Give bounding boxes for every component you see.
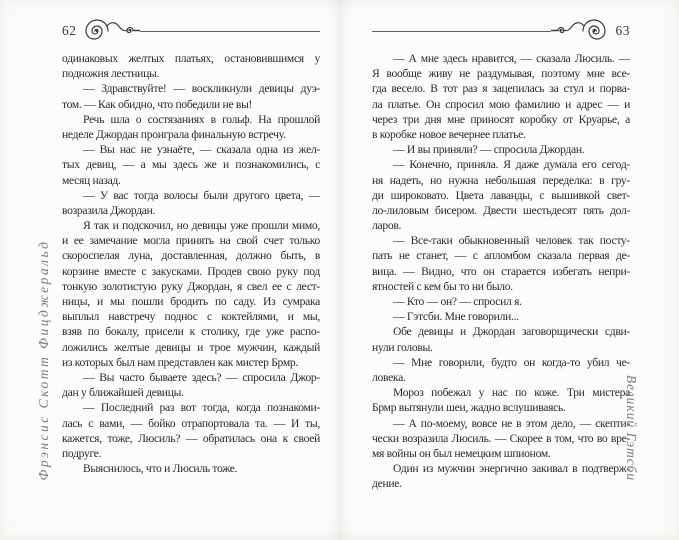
text-line: месяц назад. [62, 173, 121, 187]
text-line: — Конечно, приняла. Я даже думала его сегод- [393, 158, 630, 172]
text-line: подруге. [62, 446, 102, 460]
header-rule [372, 31, 551, 32]
text-line: и ее замечание могла принять на свой счет только [62, 234, 320, 248]
text-line: в коробке новое вечернее платье. [372, 127, 526, 141]
text-line: Я вообще живу не раздумывая, поэтому мне все- [372, 67, 630, 81]
text-line: тонкую золотистую руку Джордан, я свел ее с лест- [62, 279, 320, 293]
left-page-text [62, 51, 320, 476]
text-line: через три дня мне приносят коробку от Круарье, а [372, 112, 630, 126]
right-page-number: 63 [615, 23, 630, 38]
text-line: нули головы. [372, 340, 433, 354]
text-line: тых девиц, — а мы здесь же и познакомились, с [62, 158, 320, 172]
text-line: дан у ближайшей девицы. [62, 386, 184, 400]
text-line: чески возразила Люсиль. — Скорее в том, что во вре- [372, 431, 630, 445]
text-line: неделе Джордан проиграла финальную встречу. [62, 127, 286, 141]
text-line: ловека. [372, 370, 406, 384]
text-line: — Здравствуйте! — воскликнули девицы дуэ- [83, 82, 320, 96]
text-line: — Вы часто бываете здесь? — спросила Джор- [83, 370, 320, 384]
text-line: кажется, тоже, Люсиль? — обратилась она к своей [62, 431, 320, 445]
text-line: Выяснилось, что и Люсиль тоже. [83, 462, 238, 476]
text-line: — Мне говорили, будто он когда-то убил че- [393, 355, 630, 369]
text-line: — А по-моему, вовсе не в этом дело, — скепти- [393, 416, 630, 430]
text-line: — Гэтсби. Мне говорили... [393, 310, 519, 324]
text-line: том. — Как обидно, что победили не вы! [62, 97, 253, 111]
text-line: Мороз побежал у нас по коже. Три мистера [393, 386, 630, 400]
text-line: ла платье. Он спросил мою фамилию и адрес — и [372, 97, 630, 111]
swirl-flourish-icon [84, 18, 140, 44]
left-page-number: 62 [62, 23, 77, 38]
text-line: — У вас тогда волосы были другого цвета, — [83, 188, 320, 202]
text-line: корзине вместе с закусками. Продев свою руку под [62, 264, 320, 278]
header-rule [140, 31, 321, 32]
text-line: — Все-таки обыкновенный человек так посту- [393, 234, 630, 248]
text-line: из которых был нам представлен как мистер Брмр. [62, 355, 299, 369]
text-line: выплыл навстречу поднос с коктейлями, и мы, [62, 310, 320, 324]
text-line: вица. — Видно, что он старается избегать непри- [372, 264, 630, 278]
text-line: одинаковых желтых платьях, остановившимся у [62, 52, 320, 65]
text-line: подножия лестницы. [62, 67, 160, 81]
title-side-label: Великий Гэтсби [624, 374, 639, 482]
left-page [62, 19, 320, 476]
text-line: взяв по бокалу, присели к столику, где уже распо- [62, 325, 320, 339]
text-line: Я так и подскочил, но девицы уже прошли мимо, [83, 219, 320, 233]
text-line: Один из мужчин энергично закивал в подтверж- [393, 462, 630, 476]
right-page-text [372, 51, 630, 491]
right-page-header [372, 19, 630, 43]
right-page [372, 19, 630, 491]
text-line: — Кто — он? — спросил я. [393, 295, 522, 308]
text-line: ня надеть, но нужна небольшая переделка: в гру- [372, 173, 630, 187]
text-line: — И вы приняли? — спросила Джордан. [393, 143, 585, 157]
text-line: ложились желтые девицы и трое мужчин, каждый [62, 340, 320, 354]
text-line: Брмр вытянули шеи, жадно вслушиваясь. [372, 401, 566, 415]
text-line: гда весело. В тот раз я зацепилась за стул и порва- [372, 82, 630, 96]
left-page-header [62, 19, 320, 43]
text-line: Речь шла о состязаниях в гольф. На прошлой [83, 112, 320, 126]
text-line: ницы, и мы пошли бродить по саду. Из сумрака [62, 295, 320, 308]
page-gutter-shadow [327, 0, 353, 540]
text-line: дение. [372, 477, 402, 491]
text-line: мя войны он был немецким шпионом. [372, 446, 551, 460]
swirl-flourish-icon [551, 18, 607, 44]
text-line: ло-лиловым бисером. Двести шестьдесят пять дол- [372, 203, 630, 217]
text-line: — Последний раз вот тогда, когда познакоми- [83, 401, 320, 415]
text-line: — Вы нас не узнаёте, — сказала одна из жел- [83, 143, 320, 157]
text-line: пать не станет, — с апломбом сказала первая де- [372, 249, 630, 263]
text-line: Обе девицы и Джордан заговорщически сдви- [393, 325, 630, 339]
text-line: ятностей с кем бы то ни было. [372, 279, 513, 293]
text-line: возразила Джордан. [62, 203, 156, 217]
text-line: лась с вами, — бойко отрапортовала та. — И ты, [62, 416, 320, 430]
text-line: — А мне здесь нравится, — сказала Люсиль. — [393, 52, 630, 65]
author-side-label: Фрэнсис Скотт Фицджеральд [36, 239, 51, 481]
text-line: скороспелая луна, доставленная, должно быть, в [62, 249, 320, 263]
text-line: ларов. [372, 219, 402, 233]
text-line: ди широковато. Цвета лаванды, с вышивкой свет- [372, 188, 630, 202]
